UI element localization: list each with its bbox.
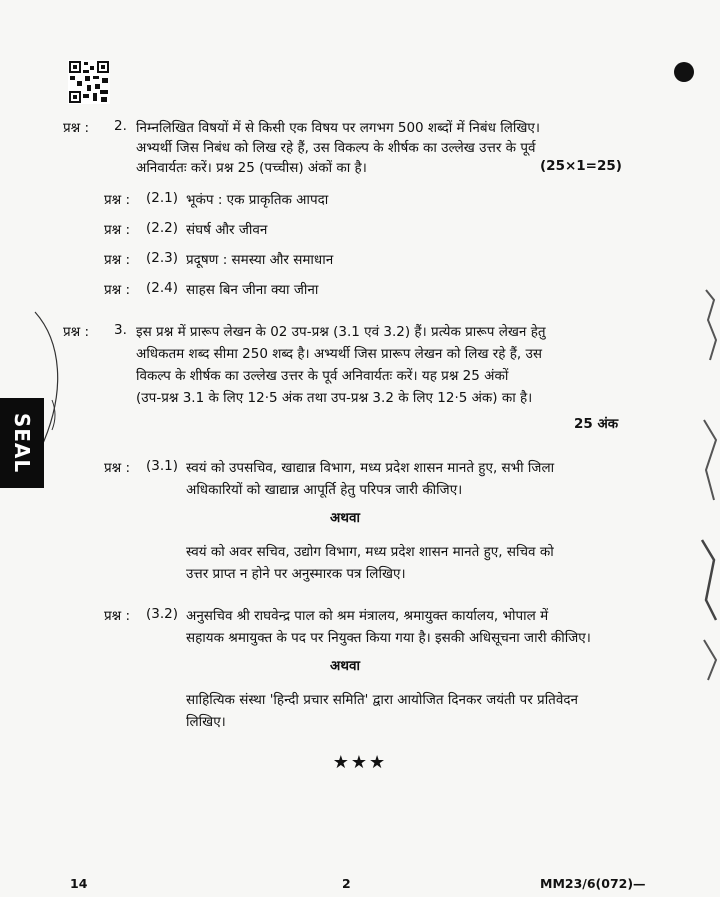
q2-instruction-line-2: अभ्यर्थी जिस निबंध को लिख रहे हैं, उस विकल्प के शीर्षक का उल्लेख उत्तर के पूर्व bbox=[136, 140, 536, 156]
q2-number: 2. bbox=[114, 118, 127, 134]
sub-number: (2.4) bbox=[146, 280, 179, 296]
q2-instruction-line-1: निम्नलिखित विषयों में से किसी एक विषय पर लगभग 500 शब्दों में निबंध लिखिए। bbox=[136, 120, 540, 136]
q3-2-alt-line-1: साहित्यिक संस्था 'हिन्दी प्रचार समिति' द्वारा आयोजित दिनकर जयंती पर प्रतिवेदन bbox=[186, 692, 579, 708]
q2-marks: (25×1=25) bbox=[540, 158, 622, 174]
footer-left-number: 14 bbox=[70, 876, 88, 891]
paper-code: MM23/6(072)— bbox=[540, 876, 646, 891]
sub-number: (2.3) bbox=[146, 250, 179, 266]
punch-hole-mark bbox=[674, 62, 694, 82]
end-stars: ★★★ bbox=[332, 752, 388, 773]
q3-marks: 25 अंक bbox=[574, 416, 619, 432]
q3-1-line-2: अधिकारियों को खाद्यान्न आपूर्ति हेतु परिपत्र जारी कीजिए। bbox=[186, 482, 463, 498]
sub-topic: साहस बिन जीना क्या जीना bbox=[186, 282, 319, 298]
q3-2-alt-line-2: लिखिए। bbox=[186, 714, 226, 730]
sub-topic: संघर्ष और जीवन bbox=[186, 222, 268, 238]
sub-label: प्रश्न : bbox=[104, 460, 131, 476]
q3-1-line-1: स्वयं को उपसचिव, खाद्यान्न विभाग, मध्य प्रदेश शासन मानते हुए, सभी जिला bbox=[186, 460, 555, 476]
sub-number: (2.2) bbox=[146, 220, 179, 236]
sub-topic: भूकंप : एक प्राकृतिक आपदा bbox=[186, 192, 329, 208]
qr-code-icon bbox=[68, 60, 110, 104]
sub-number: (3.2) bbox=[146, 606, 179, 622]
q3-number: 3. bbox=[114, 322, 127, 338]
sub-number: (2.1) bbox=[146, 190, 179, 206]
q3-instruction-line-4: (उप-प्रश्न 3.1 के लिए 12·5 अंक तथा उप-प्रश्न 3.2 के लिए 12·5 अंक) का है। bbox=[136, 390, 533, 406]
sub-label: प्रश्न : bbox=[104, 608, 131, 624]
q3-2-line-1: अनुसचिव श्री राघवेन्द्र पाल को श्रम मंत्रालय, श्रमायुक्त कार्यालय, भोपाल में bbox=[186, 608, 549, 624]
q3-label: प्रश्न : bbox=[63, 324, 90, 340]
q3-1-alt-line-1: स्वयं को अवर सचिव, उद्योग विभाग, मध्य प्रदेश शासन मानते हुए, सचिव को bbox=[186, 544, 554, 560]
sub-number: (3.1) bbox=[146, 458, 179, 474]
sub-label: प्रश्न : bbox=[104, 282, 131, 298]
sub-topic: प्रदूषण : समस्या और समाधान bbox=[186, 252, 334, 268]
seal-stamp: SEAL bbox=[0, 398, 44, 488]
q2-label: प्रश्न : bbox=[63, 120, 90, 136]
page-number: 2 bbox=[342, 876, 351, 891]
or-divider: अथवा bbox=[330, 510, 360, 526]
q3-instruction-line-3: विकल्प के शीर्षक का उल्लेख उत्तर के पूर्व अनिवार्यतः करें। यह प्रश्न 25 अंकों bbox=[136, 368, 509, 384]
sub-label: प्रश्न : bbox=[104, 192, 131, 208]
q3-instruction-line-2: अधिकतम शब्द सीमा 250 शब्द है। अभ्यर्थी जिस प्रारूप लेखन को लिख रहे हैं, उस bbox=[136, 346, 543, 362]
q3-1-alt-line-2: उत्तर प्राप्त न होने पर अनुस्मारक पत्र लिखिए। bbox=[186, 566, 406, 582]
sub-label: प्रश्न : bbox=[104, 252, 131, 268]
sub-label: प्रश्न : bbox=[104, 222, 131, 238]
or-divider: अथवा bbox=[330, 658, 360, 674]
q3-instruction-line-1: इस प्रश्न में प्रारूप लेखन के 02 उप-प्रश्न (3.1 एवं 3.2) हैं। प्रत्येक प्रारूप लेखन हेतु bbox=[136, 324, 546, 340]
q2-instruction-line-3: अनिवार्यतः करें। प्रश्न 25 (पच्चीस) अंकों का है। bbox=[136, 160, 367, 176]
q3-2-line-2: सहायक श्रमायुक्त के पद पर नियुक्त किया गया है। इसकी अधिसूचना जारी कीजिए। bbox=[186, 630, 591, 646]
